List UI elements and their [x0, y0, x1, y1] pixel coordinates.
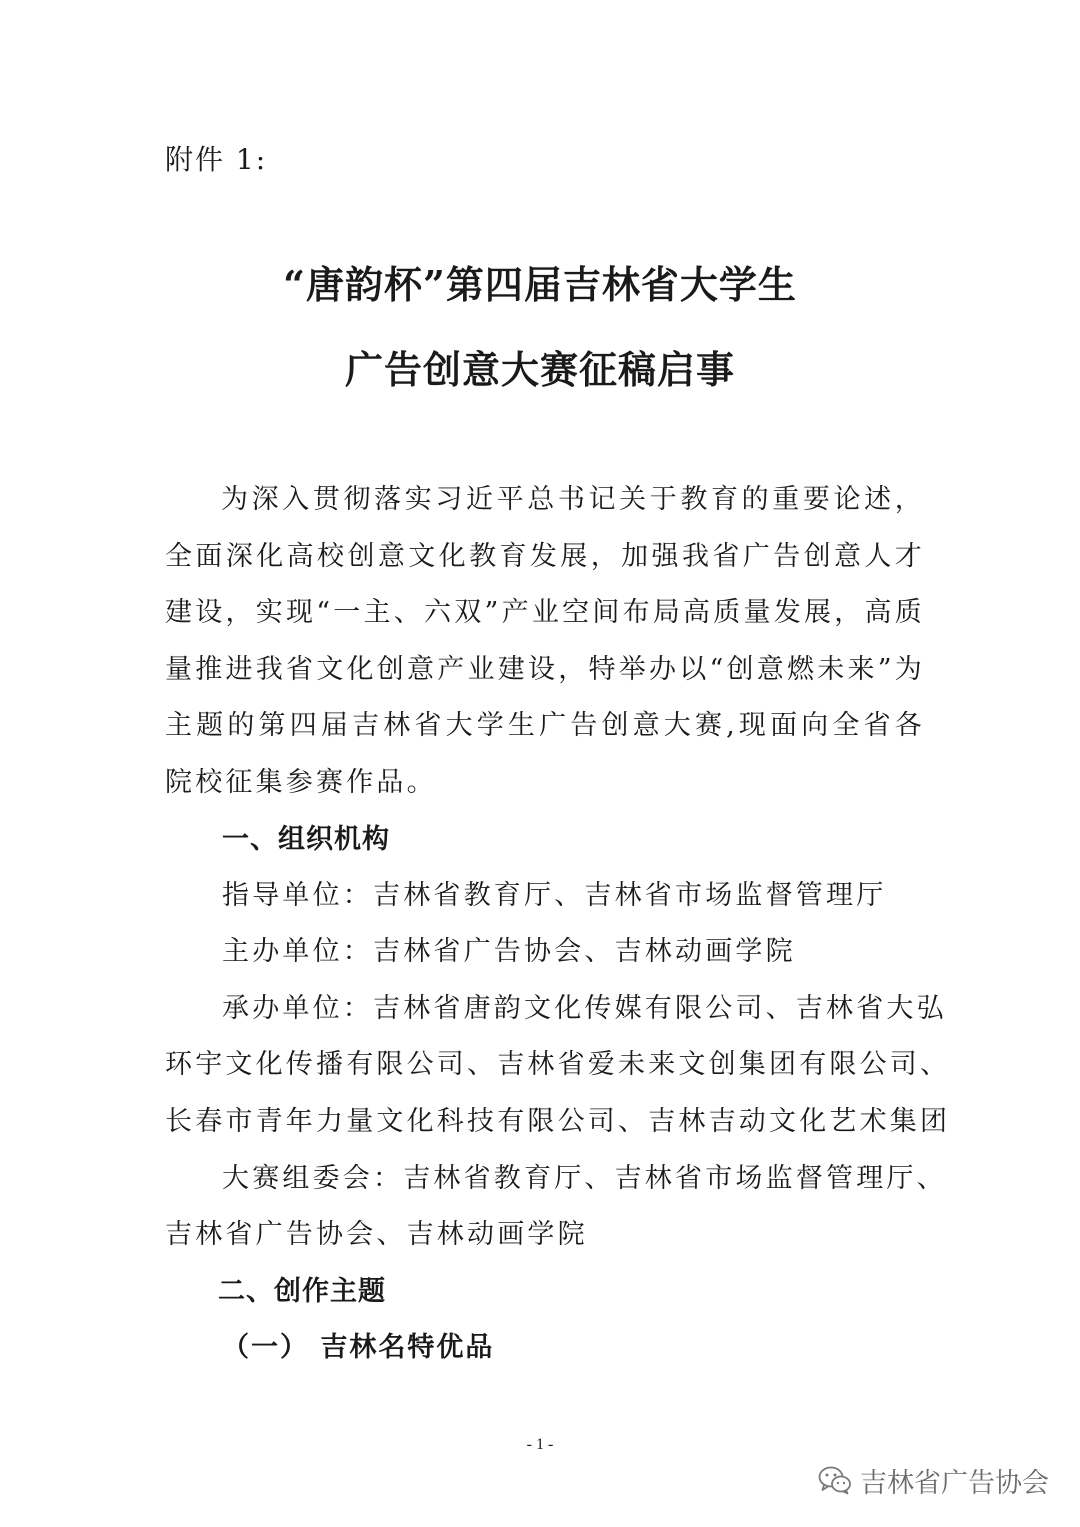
host-unit: 主办单位：吉林省广告协会、吉林动画学院 [222, 936, 796, 967]
organizer-line-1: 承办单位：吉林省唐韵文化传媒有限公司、吉林省大弘 [222, 993, 947, 1024]
wechat-icon [818, 1465, 852, 1495]
intro-paragraph: 为深入贯彻落实习近平总书记关于教育的重要论述，全面深化高校创意文化教育发展，加强我省广告创意人才建设，实现“一主、六双”产业空间布局高质量发展，高质量推进我省文化创意产业建设，特举办以“创意燃未来”为主题的第四届吉林省大学生广告创意大赛,现面向全省各院校征集参赛作品。 [165, 484, 925, 798]
title-line-1: “唐韵杯”第四届吉林省大学生 [283, 262, 797, 307]
committee-line-1: 大赛组委会：吉林省教育厅、吉林省市场监督管理厅、 [222, 1163, 947, 1194]
page-number: - 1 - [526, 1436, 554, 1453]
watermark-text: 吉林省广告协会 [860, 1467, 1049, 1499]
watermark [818, 1460, 1049, 1500]
committee-line-2: 吉林省广告协会、吉林动画学院 [165, 1219, 588, 1250]
section-2-sub-1: （一） 吉林名特优品 [222, 1332, 495, 1363]
organizer-line-3: 长春市青年力量文化科技有限公司、吉林吉动文化艺术集团 [165, 1106, 951, 1137]
section-2-heading: 二、创作主题 [218, 1276, 386, 1307]
title-line-2: 广告创意大赛征稿启事 [344, 347, 735, 392]
guide-unit: 指导单位：吉林省教育厅、吉林省市场监督管理厅 [222, 880, 887, 911]
attachment-label: 附件 1: [165, 143, 268, 176]
section-1-heading: 一、组织机构 [222, 824, 390, 855]
organizer-line-2: 环宇文化传播有限公司、吉林省爱未来文创集团有限公司、 [165, 1049, 951, 1080]
